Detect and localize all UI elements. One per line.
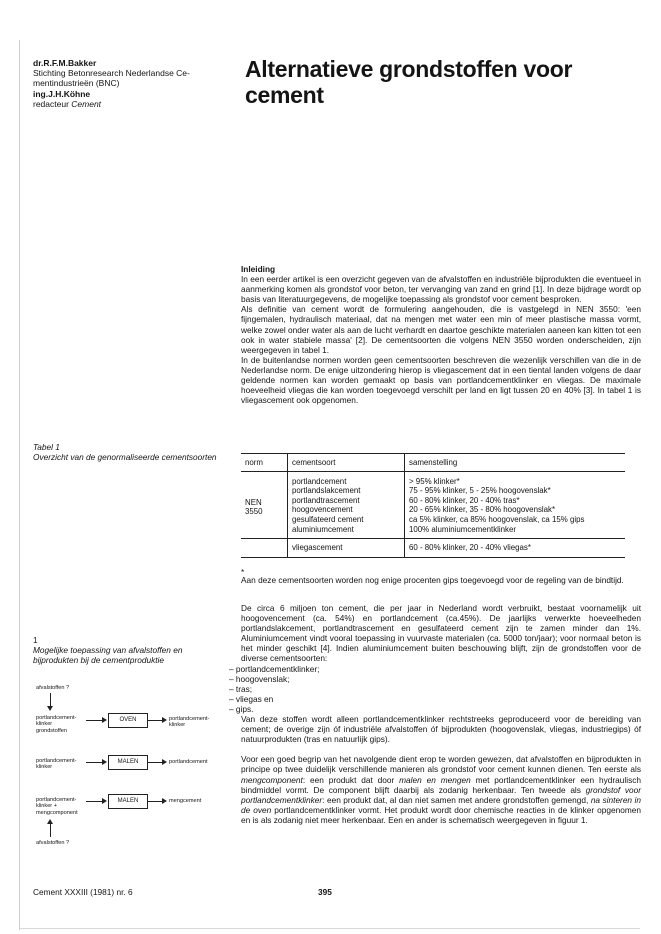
text-run: : een produkt dat door bbox=[302, 774, 400, 785]
paragraph: In een eerder artikel is een overzicht gegeven van de afvalstoffen en industriële bijprodukten die eventueel in aanmerking komen als grondstof voor beton, ter vervanging van zand en grind [1]. In deze bijdrage wordt op basis van literatuurgegevens, de mogelijke toepassing als grondstof voor cement besproken. bbox=[241, 274, 641, 305]
process-diagram bbox=[36, 685, 231, 850]
table-header-cell: norm bbox=[241, 454, 288, 472]
cement-types-table bbox=[241, 453, 625, 558]
output-label: portlandcement- bbox=[169, 716, 210, 722]
input-label: klinker bbox=[36, 764, 53, 771]
row2-output: portlandcement bbox=[169, 759, 208, 765]
figure-caption-label: 1 bbox=[33, 635, 38, 645]
table-caption-text: Overzicht van de genormaliseerde cementsoorten bbox=[33, 452, 217, 463]
journal-footer: Cement XXXIII (1981) nr. 6 bbox=[33, 887, 133, 897]
text-run: met portlandcementklinker een hydraulisch bindmiddel vormt. De component blijft daarbij als zodanig herkenbaar. Ten tweede als bbox=[241, 774, 641, 795]
row1-output bbox=[169, 716, 209, 729]
arrow-head bbox=[162, 717, 167, 723]
arrow-line bbox=[86, 720, 102, 721]
paragraph: Van deze stoffen wordt alleen portlandcementklinker rechtstreeks geproduceerd voor de bereiding van cement; de overige zijn óf industriële afvalstoffen óf bijprodukten (hoogovenslak, vliegas, industriegips) óf natuurprodukten (tras en natuurlijk gips). bbox=[241, 714, 641, 745]
page-number: 395 bbox=[318, 887, 332, 897]
up-arrow-line bbox=[50, 824, 51, 837]
arrow-line bbox=[148, 720, 162, 721]
grinding-box: MALEN bbox=[108, 794, 148, 809]
article-title bbox=[245, 56, 645, 108]
paragraph: Als definitie van cement wordt de formulering aangehouden, die is vastgelegd in NEN 3550: 'een fijngemalen, hydraulisch materiaal, dat na mengen met water een min of meer plastische massa vormt, welke zowel onder water als aan de lucht verhardt en daartoe geschikte materialen aaneen kan kitten tot een ook in water stabiele massa' [2]. De cementsoorten die volgens NEN 3550 worden onderscheiden, zijn weergegeven in tabel 1. bbox=[241, 304, 641, 355]
down-arrow-head bbox=[47, 706, 53, 711]
table-caption bbox=[33, 442, 228, 462]
author-1-name: dr.R.F.M.Bakker bbox=[33, 58, 97, 68]
raw-materials-list bbox=[235, 663, 641, 714]
input-label: portlandcement- bbox=[36, 715, 77, 721]
title-line-1: Alternatieve grondstoffen voor bbox=[245, 56, 573, 82]
paragraph bbox=[241, 754, 641, 825]
composition-cell bbox=[405, 471, 626, 539]
table-caption-label: Tabel 1 bbox=[33, 442, 60, 452]
emphasis: mengcomponent bbox=[241, 774, 303, 785]
composition: 20 - 65% klinker, 35 - 80% hoogovenslak* bbox=[409, 505, 556, 515]
cement-type: portlandcement bbox=[292, 476, 347, 486]
list-item: – vliegas en bbox=[229, 694, 641, 704]
row2-inputs bbox=[36, 758, 76, 771]
footnote-mark: * bbox=[241, 567, 245, 577]
input-label: klinker bbox=[36, 721, 53, 728]
cement-type: portlandslakcement bbox=[292, 486, 361, 496]
arrow-head bbox=[102, 759, 107, 765]
input-label: grondstoffen bbox=[36, 727, 67, 734]
paragraph: In de buitenlandse normen worden geen cementsoorten beschreven die wezenlijk verschillen van die in de Nederlandse norm. De enige uitzondering hierop is vliegascement dat in een tiental landen volgens de daar geldende normen kan worden gemaakt op basis van portlandcementklinker en vliegas. De maximale hoeveelheid vliegas die kan worden toegevoegd verschilt per land en ligt tussen 20 en 40% [3]. In tabel 1 is vliegascement ook opgenomen. bbox=[241, 354, 641, 406]
emphasis: grondstof voor portlandcementklinker bbox=[241, 784, 641, 805]
cement-type: aluminiumcement bbox=[292, 524, 354, 534]
table-header-row bbox=[241, 454, 625, 472]
author-2-role: redacteur Cement bbox=[33, 98, 102, 109]
norm-number: 3550 bbox=[245, 507, 263, 517]
composition: 60 - 80% klinker, 20 - 40% tras* bbox=[409, 495, 520, 505]
text-run: : een produkt dat, al dan niet samen met andere grondstoffen gemengd, bbox=[322, 794, 591, 805]
list-item: – portlandcementklinker; bbox=[229, 664, 641, 674]
cement-type-cell bbox=[288, 471, 405, 539]
table-footnote bbox=[241, 569, 641, 585]
row3-inputs bbox=[36, 797, 78, 816]
norm-name: NEN bbox=[245, 497, 262, 507]
section-heading: Inleiding bbox=[241, 264, 276, 274]
footnote-text: Aan deze cementsoorten worden nog enige procenten gips toegevoegd voor de regeling van de bindtijd. bbox=[241, 575, 624, 585]
body-section bbox=[235, 603, 641, 825]
diagram-bottom-label: afvalstoffen ? bbox=[36, 840, 70, 846]
text-run: portlandcementklinker vormt. Het produkt wordt door chemische reacties in de klinker opgenomen en is als zodanig niet meer herkenbaar. Een en ander is schematisch weergegeven in figuur 1. bbox=[241, 804, 641, 825]
list-item: – gips. bbox=[229, 704, 641, 714]
emphasis: malen en mengen bbox=[399, 774, 471, 785]
row1-inputs bbox=[36, 715, 76, 734]
cement-type: portlandtrascement bbox=[292, 495, 360, 505]
left-margin-rule bbox=[19, 40, 20, 930]
table-row bbox=[241, 471, 625, 539]
cement-type: hoogovencement bbox=[292, 505, 353, 515]
emphasis: na sinteren in de oven bbox=[241, 794, 641, 815]
text-run: Voor een goed begrip van het navolgende dient erop te worden gewezen, dat afvalstoffen en bijprodukten in principe op twee duidelijk verschillende manieren als grondstof voor cement kunnen dienen. Ten eerste als bbox=[241, 754, 641, 775]
oven-box: OVEN bbox=[108, 713, 148, 728]
input-label: mengcomponent bbox=[36, 809, 78, 816]
table-row bbox=[241, 539, 625, 558]
composition: 75 - 95% klinker, 5 - 25% hoogovenslak* bbox=[409, 486, 551, 496]
author-2-name: ing.J.H.Köhne bbox=[33, 88, 91, 99]
author-block bbox=[33, 58, 238, 109]
arrow-head bbox=[102, 798, 107, 804]
figure-caption bbox=[33, 635, 228, 666]
grinding-box: MALEN bbox=[108, 755, 148, 770]
norm-cell bbox=[241, 539, 288, 558]
list-item: – hoogovenslak; bbox=[229, 674, 641, 684]
arrow-line bbox=[86, 801, 102, 802]
down-arrow-line bbox=[50, 693, 51, 707]
arrow-line bbox=[148, 762, 162, 763]
list-item: – tras; bbox=[229, 684, 641, 694]
row3-output: mengcement bbox=[169, 798, 202, 804]
table-header-cell: cementsoort bbox=[288, 454, 405, 472]
figure-caption-text: Mogelijke toepassing van afvalstoffen en bijprodukten bij de cementproduktie bbox=[33, 645, 183, 666]
composition: ca 5% klinker, ca 85% hoogovenslak, ca 15% gips bbox=[409, 514, 585, 524]
author-1-affiliation: Stichting Betonresearch Nederlandse Ce- bbox=[33, 68, 190, 79]
author-1-affiliation-cont: mentindustrieën (BNC) bbox=[33, 78, 120, 89]
cement-type: gesulfateerd cement bbox=[292, 514, 364, 524]
diagram-top-label: afvalstoffen ? bbox=[36, 685, 70, 691]
bottom-margin-rule bbox=[20, 928, 640, 929]
paragraph: De circa 6 miljoen ton cement, die per jaar in Nederland wordt verbruikt, bestaat voornamelijk uit hoogovencement (ca. 54%) en portlandcement (ca.45%). De jaarlijks verwerkte hoeveelheden portlandslakcement, portlandtrascement en gesulfateerd cement zijn te zamen minder dan 1%. Aluminiumcement vindt vooral toepassing in vuurvaste materialen (ca. 5000 ton/jaar); voor normaal beton is het minder geschikt [4]. Indien aluminiumcement buiten beschouwing blijft, zijn de grondstoffen voor de diverse cementsoorten: bbox=[241, 603, 641, 664]
composition: > 95% klinker* bbox=[409, 476, 460, 486]
input-label: portlandcement- bbox=[36, 758, 77, 764]
intro-section bbox=[241, 264, 641, 405]
arrow-head bbox=[162, 798, 167, 804]
arrow-line bbox=[148, 801, 162, 802]
table-header-cell: samenstelling bbox=[409, 458, 458, 467]
norm-cell bbox=[241, 471, 288, 539]
arrow-line bbox=[86, 762, 102, 763]
arrow-head bbox=[102, 717, 107, 723]
title-line-2: cement bbox=[245, 82, 324, 108]
cement-type-cell: vliegascement bbox=[288, 539, 405, 558]
composition-cell: 60 - 80% klinker, 20 - 40% vliegas* bbox=[405, 539, 626, 558]
output-label: klinker bbox=[169, 722, 186, 729]
input-label: klinker + bbox=[36, 803, 57, 810]
arrow-head bbox=[162, 759, 167, 765]
input-label: portlandcement- bbox=[36, 797, 77, 803]
composition: 100% aluminiumcementklinker bbox=[409, 524, 517, 534]
